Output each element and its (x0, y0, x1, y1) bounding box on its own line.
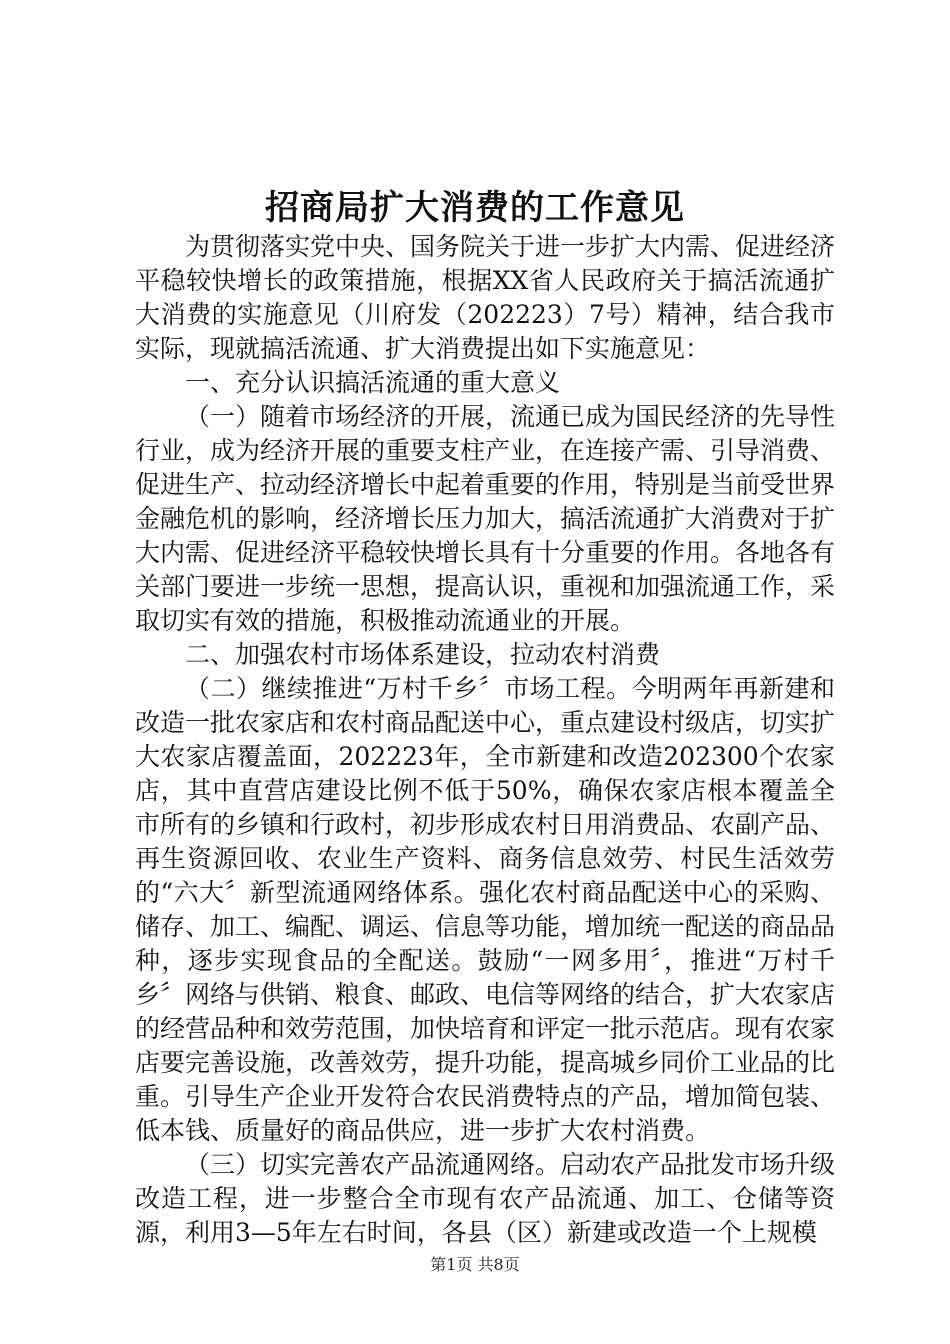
section-heading-1: 一、充分认识搞活流通的重大意义 (185, 368, 561, 397)
document-title: 招商局扩大消费的工作意见 (265, 188, 685, 228)
section-heading-2: 二、加强农村市场体系建设，拉动农村消费 (185, 640, 661, 669)
page-footer: 第1页 共8页 (430, 1255, 520, 1274)
paragraph-3: （三）切实完善农产品流通网络。启动农产品批发市场升级改造工程，进一步整合全市现有农产品流通、加工、仓储等资源，利用3—5年左右时间，各县（区）新建或改造一个上规模 (135, 1150, 836, 1247)
document-body (135, 230, 835, 1250)
paragraph-2: （二）继续推进“万村千乡〞市场工程。今明两年再新建和改造一批农家店和农村商品配送中心，重点建设村级店，切实扩大农家店覆盖面，202223年，全市新建和改造202300个农家店，其中直营店建设比例不低于50%，确保农家店根本覆盖全市所有的乡镇和行政村，初步形成农村日用消费品、农副产品、再生资源回收、农业生产资料、商务信息效劳、村民生活效劳的“六大〞新型流通网络体系。强化农村商品配送中心的采购、储存、加工、编配、调运、信息等功能，增加统一配送的商品品种，逐步实现食品的全配送。鼓励“一网多用〞，推进“万村千乡〞网络与供销、粮食、邮政、电信等网络的结合，扩大农家店的经营品种和效劳范围，加快培育和评定一批示范店。现有农家店要完善设施，改善效劳，提升功能，提高城乡同价工业品的比重。引导生产企业开发符合农民消费特点的产品，增加简包装、低本钱、质量好的商品供应，进一步扩大农村消费。 (135, 674, 836, 1145)
intro-paragraph: 为贯彻落实党中央、国务院关于进一步扩大内需、促进经济平稳较快增长的政策措施，根据XX省人民政府关于搞活流通扩大消费的实施意见（川府发（202223）7号）精神，结合我市实际，现就搞活流通、扩大消费提出如下实施意见： (135, 232, 836, 363)
paragraph-1: （一）随着市场经济的开展，流通已成为国民经济的先导性行业，成为经济开展的重要支柱产业，在连接产需、引导消费、促进生产、拉动经济增长中起着重要的作用，特别是当前受世界金融危机的影响，经济增长压力加大，搞活流通扩大消费对于扩大内需、促进经济平稳较快增长具有十分重要的作用。各地各有关部门要进一步统一思想，提高认识，重视和加强流通工作，采取切实有效的措施，积极推动流通业的开展。 (135, 402, 836, 635)
